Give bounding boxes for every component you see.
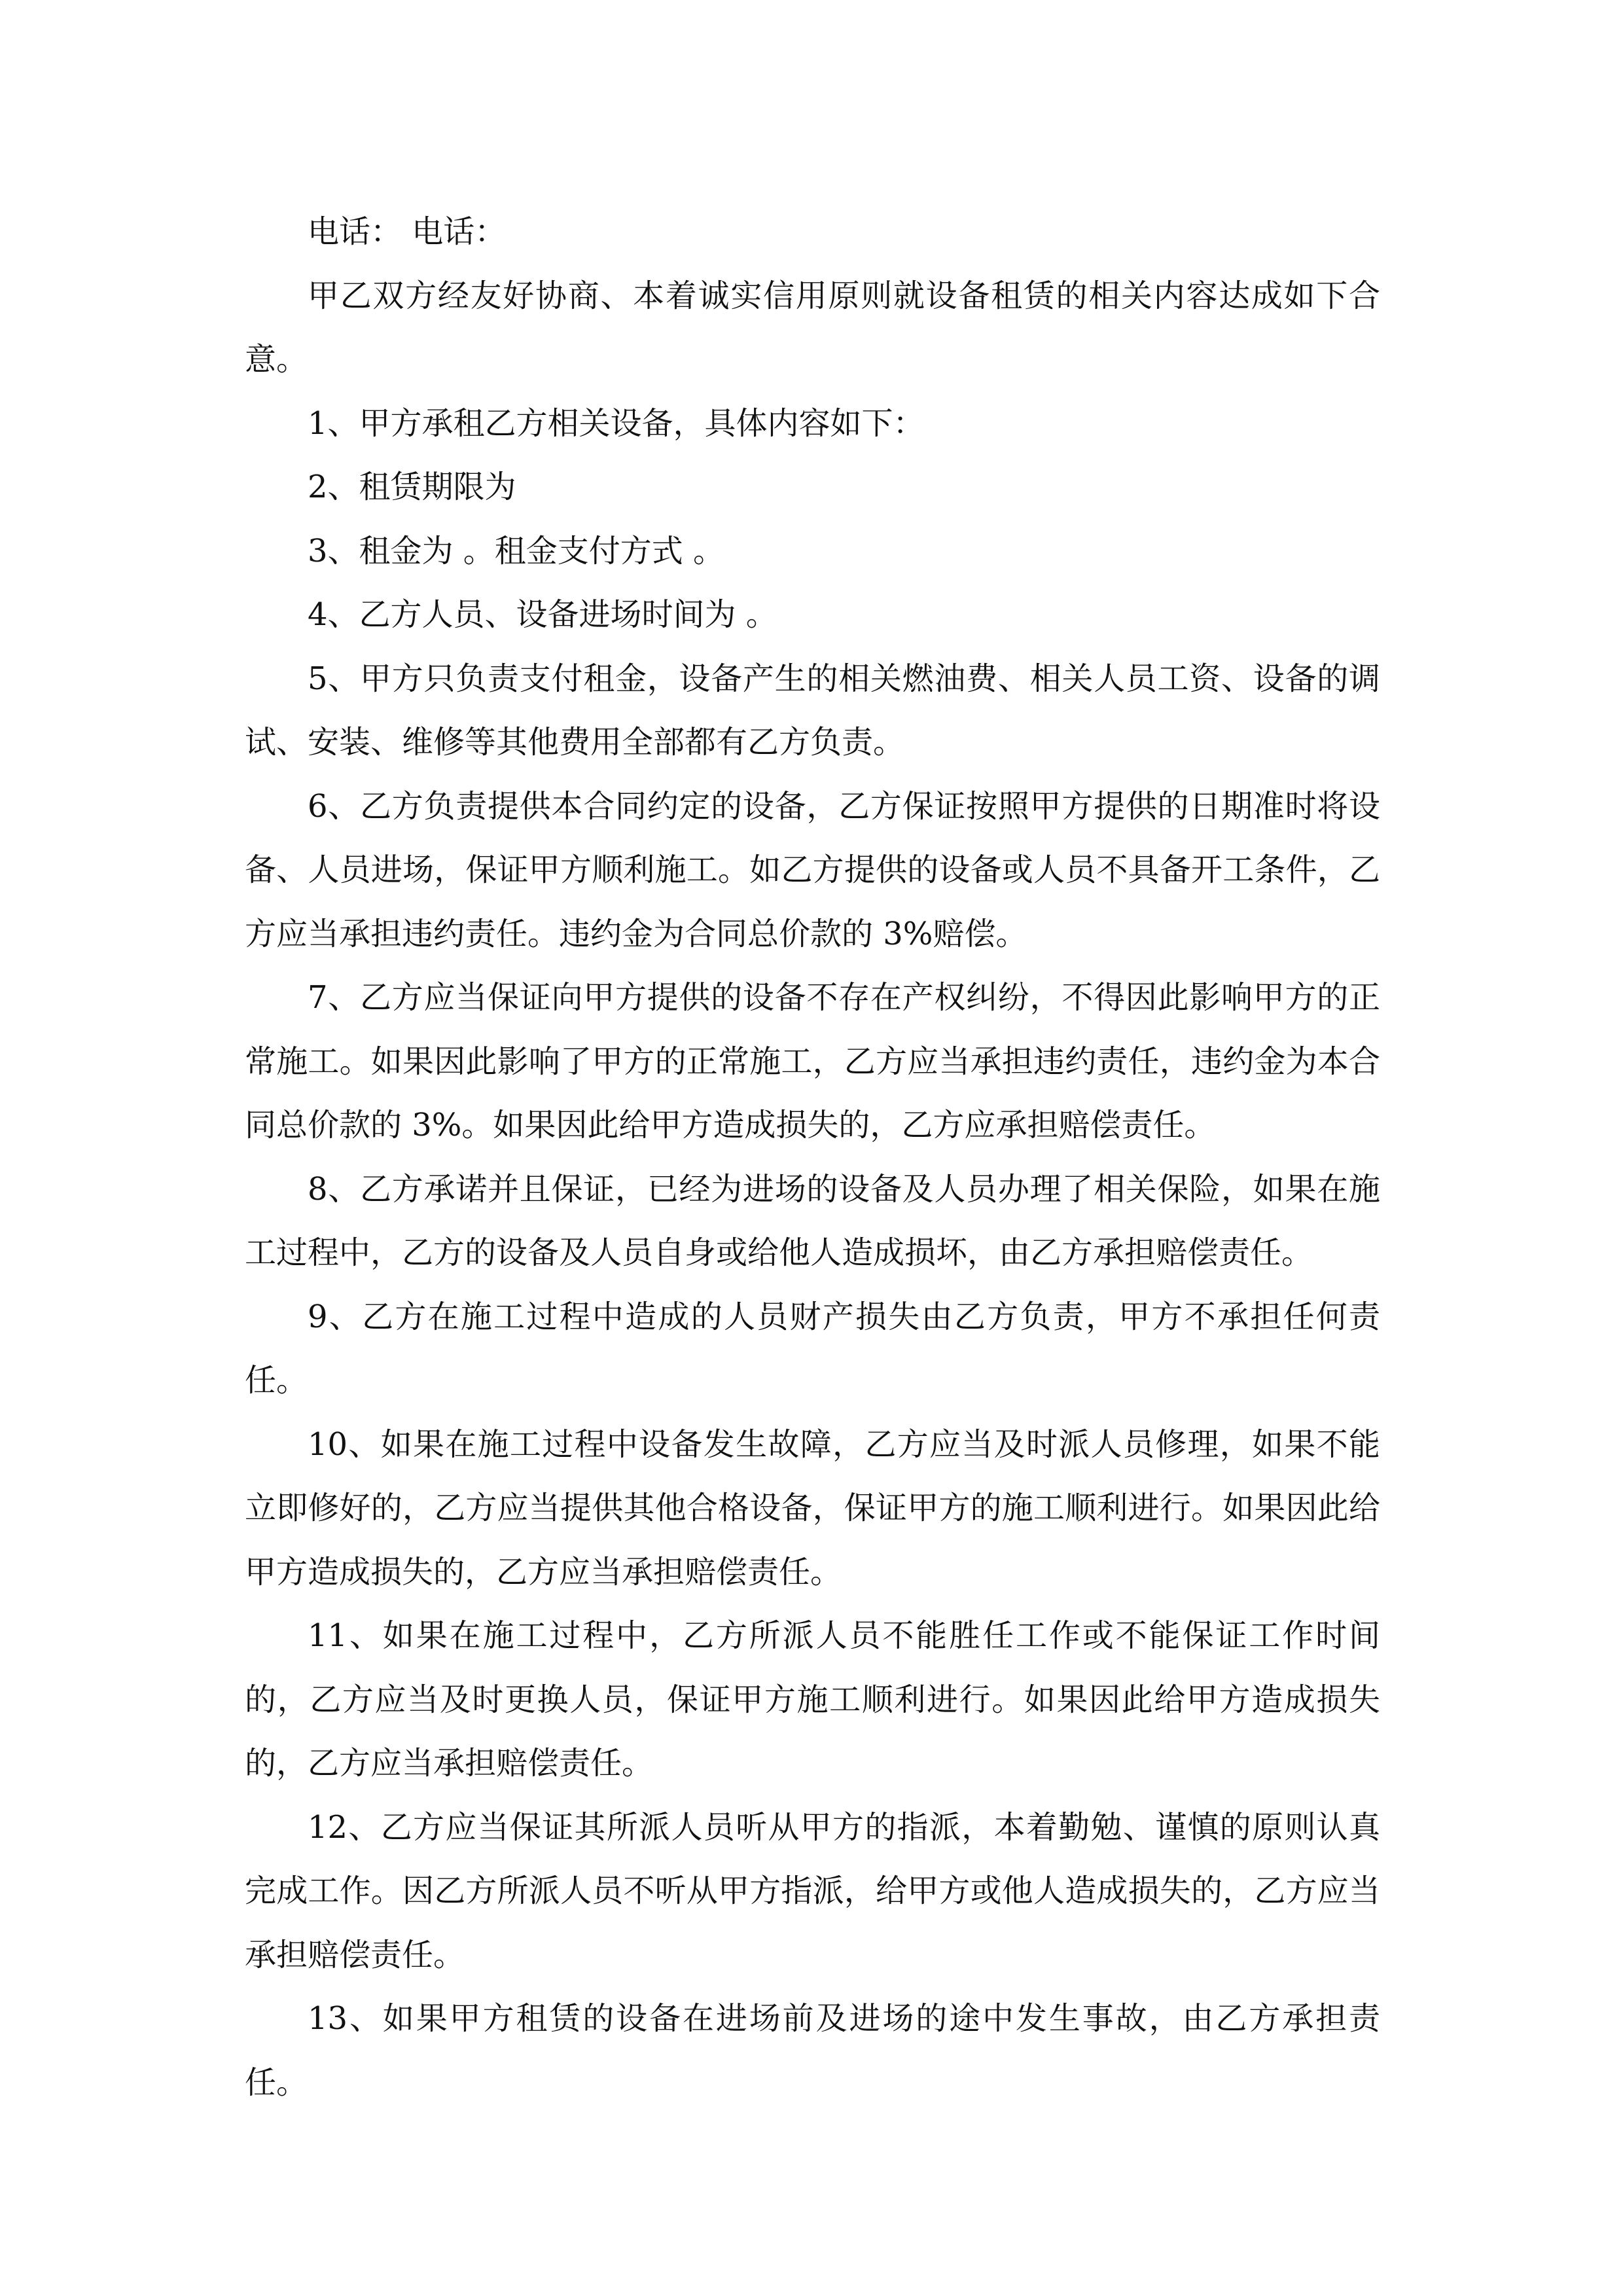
clause-4: 4、乙方人员、设备进场时间为 。 <box>308 596 777 633</box>
clause-6: 6、乙方负责提供本合同约定的设备，乙方保证按照甲方提供的日期准时将设备、人员进场，保证甲方顺利施工。如乙方提供的设备或人员不具备开工条件，乙方应当承担违约责任。违约金为合同总价款的 3%赔偿。 <box>245 787 1380 952</box>
clause-5: 5、甲方只负责支付租金，设备产生的相关燃油费、相关人员工资、设备的调试、安装、维修等其他费用全部都有乙方负责。 <box>245 660 1380 761</box>
clause-10: 10、如果在施工过程中设备发生故障，乙方应当及时派人员修理，如果不能立即修好的，乙方应当提供其他合格设备，保证甲方的施工顺利进行。如果因此给甲方造成损失的，乙方应当承担赔偿责任。 <box>245 1426 1380 1590</box>
clause-9: 9、乙方在施工过程中造成的人员财产损失由乙方负责，甲方不承担任何责任。 <box>245 1298 1380 1399</box>
clause-13: 13、如果甲方租赁的设备在进场前及进场的途中发生事故，由乙方承担责任。 <box>245 2000 1380 2101</box>
clause-2: 2、租赁期限为 <box>308 469 516 505</box>
document-body <box>245 200 1380 2115</box>
paragraph-intro: 甲乙双方经友好协商、本着诚实信用原则就设备租赁的相关内容达成如下合意。 <box>245 277 1380 378</box>
clause-11: 11、如果在施工过程中，乙方所派人员不能胜任工作或不能保证工作时间的，乙方应当及时更换人员，保证甲方施工顺利进行。如果因此给甲方造成损失的，乙方应当承担赔偿责任。 <box>245 1617 1380 1782</box>
clause-1: 1、甲方承租乙方相关设备，具体内容如下： <box>308 404 925 442</box>
clause-8: 8、乙方承诺并且保证，已经为进场的设备及人员办理了相关保险，如果在施工过程中，乙方的设备及人员自身或给他人造成损坏，由乙方承担赔偿责任。 <box>245 1170 1380 1271</box>
clause-7: 7、乙方应当保证向甲方提供的设备不存在产权纠纷，不得因此影响甲方的正常施工。如果因此影响了甲方的正常施工，乙方应当承担违约责任，违约金为本合同总价款的 3%。如果因此给甲方造成损失的，乙方应承担赔偿责任。 <box>245 979 1380 1143</box>
phone-line: 电话： 电话： <box>308 213 507 250</box>
clause-3: 3、租金为 。租金支付方式 。 <box>308 532 725 569</box>
clause-12: 12、乙方应当保证其所派人员听从甲方的指派，本着勤勉、谨慎的原则认真完成工作。因乙方所派人员不听从甲方指派，给甲方或他人造成损失的，乙方应当承担赔偿责任。 <box>245 1808 1380 1973</box>
